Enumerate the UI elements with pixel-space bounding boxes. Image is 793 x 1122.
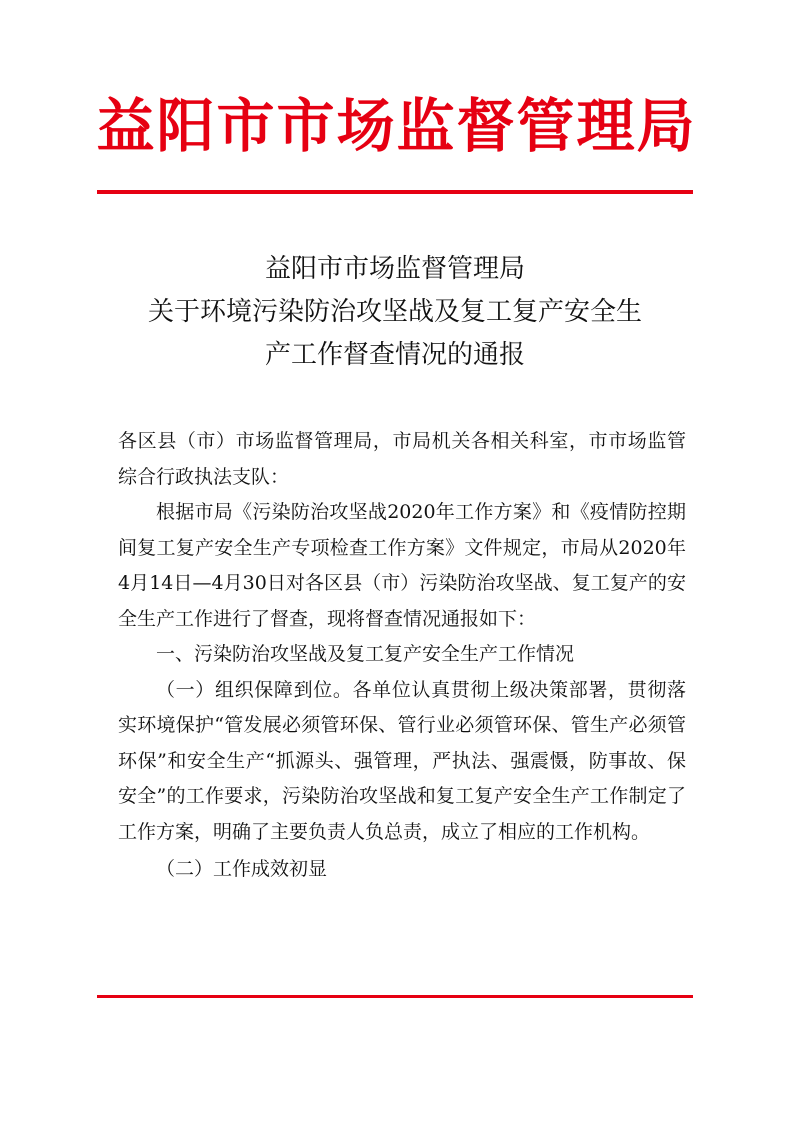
section-1-heading: 一、污染防治攻坚战及复工复产安全生产工作情况 <box>156 643 575 665</box>
document-body <box>118 424 686 888</box>
intro-paragraph: 根据市局《污染防治攻坚战2020年工作方案》和《疫情防控期间复工复产安全生产专项检查工作方案》文件规定，市局从2020年4月14日—4月30日对各区县（市）污染防治攻坚战、复工复产的安全生产工作进行了督查，现将督查情况通报如下： <box>118 501 686 630</box>
recipients-paragraph: 各区县（市）市场监督管理局，市局机关各相关科室，市市场监管综合行政执法支队： <box>118 430 686 488</box>
subsection-1-paragraph: （一）组织保障到位。各单位认真贯彻上级决策部署，贯彻落实环境保护“管发展必须管环保、管行业必须管环保、管生产必须管环保”和安全生产“抓源头、强管理，严执法、强震慑，防事故、保安全”的工作要求，污染防治攻坚战和复工复产安全生产工作制定了工作方案，明确了主要负责人负总责，成立了相应的工作机构。 <box>118 678 686 843</box>
title-line-1: 益阳市市场监督管理局 <box>264 254 525 284</box>
title-line-3: 产工作督查情况的通报 <box>264 340 525 370</box>
subsection-2-heading: （二）工作成效初显 <box>156 858 328 880</box>
red-divider-top <box>97 190 693 194</box>
title-line-2: 关于环境污染防治攻坚战及复工复产安全生 <box>147 297 642 327</box>
agency-masthead: 益阳市市场监督管理局 <box>96 92 697 160</box>
red-divider-bottom <box>97 995 693 998</box>
document-title <box>97 248 693 377</box>
